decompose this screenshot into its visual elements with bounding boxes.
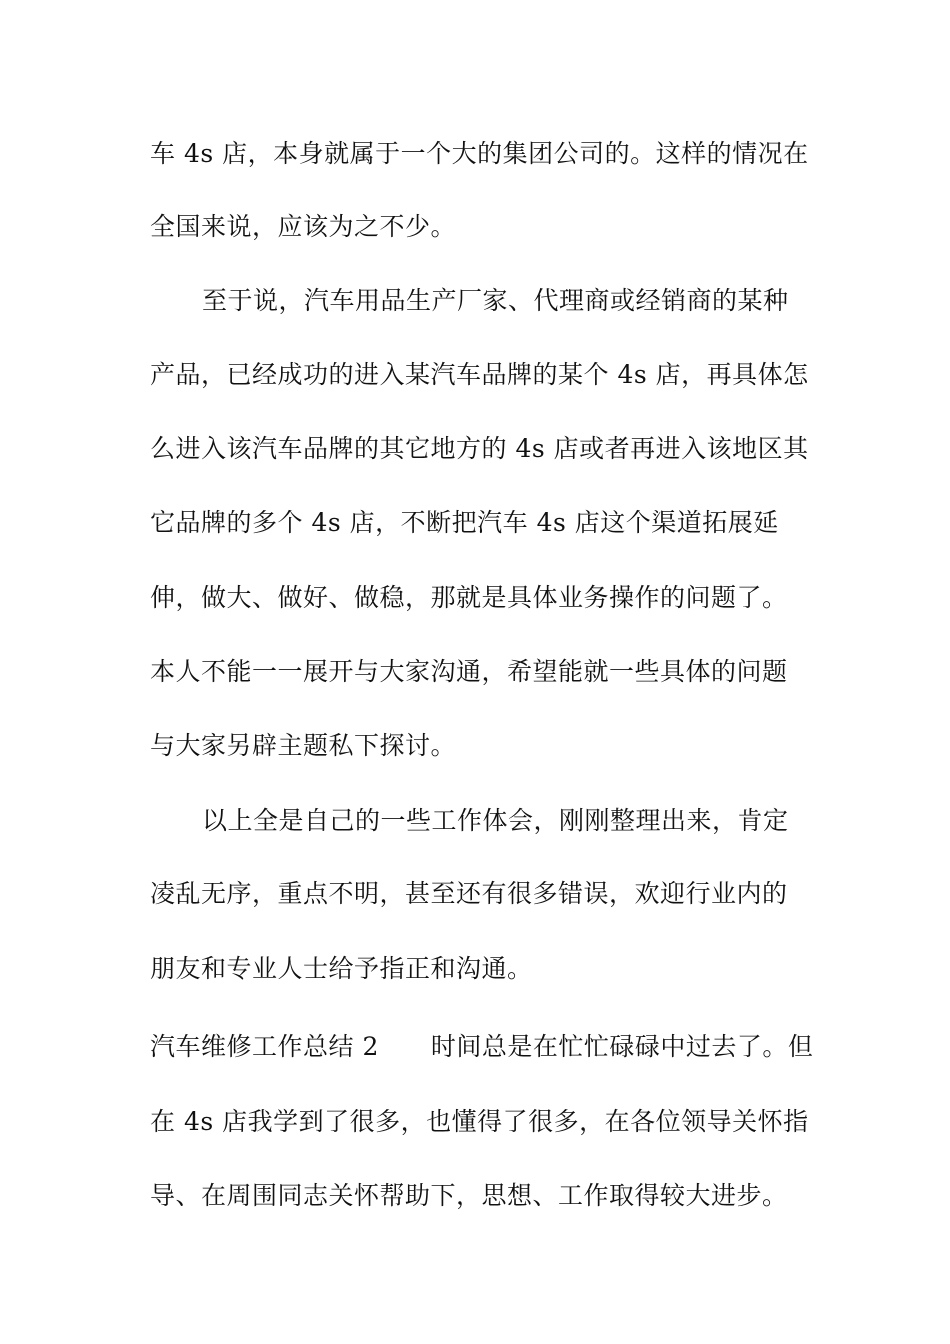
paragraph-line: 本人不能一一展开与大家沟通，希望能就一些具体的问题 xyxy=(150,657,788,686)
paragraph-line: 时间总是在忙忙碌碌中过去了。但 xyxy=(430,1032,814,1061)
paragraph-line: 产品，已经成功的进入某汽车品牌的某个 4s 店，再具体怎 xyxy=(150,360,809,389)
paragraph-line: 它品牌的多个 4s 店，不断把汽车 4s 店这个渠道拓展延 xyxy=(150,508,779,537)
paragraph-line: 凌乱无序，重点不明，甚至还有很多错误，欢迎行业内的 xyxy=(150,879,788,908)
paragraph-line: 么进入该汽车品牌的其它地方的 4s 店或者再进入该地区其 xyxy=(150,434,809,463)
paragraph-line: 导、在周围同志关怀帮助下，思想、工作取得较大进步。 xyxy=(150,1181,788,1210)
paragraph-line: 在 4s 店我学到了很多，也懂得了很多，在各位领导关怀指 xyxy=(150,1107,809,1136)
paragraph-line: 至于说，汽车用品生产厂家、代理商或经销商的某种 xyxy=(202,286,789,315)
paragraph-line: 朋友和专业人士给予指正和沟通。 xyxy=(150,954,533,983)
paragraph-line: 全国来说，应该为之不少。 xyxy=(150,212,457,241)
paragraph-line: 以上全是自己的一些工作体会，刚刚整理出来，肯定 xyxy=(202,806,789,835)
paragraph-line: 与大家另辟主题私下探讨。 xyxy=(150,731,457,760)
section-title-line xyxy=(150,1031,820,1063)
paragraph-line: 车 4s 店，本身就属于一个大的集团公司的。这样的情况在 xyxy=(150,139,809,168)
paragraph-line: 伸，做大、做好、做稳，那就是具体业务操作的问题了。 xyxy=(150,583,788,612)
section-title: 汽车维修工作总结 2 xyxy=(150,1032,379,1061)
